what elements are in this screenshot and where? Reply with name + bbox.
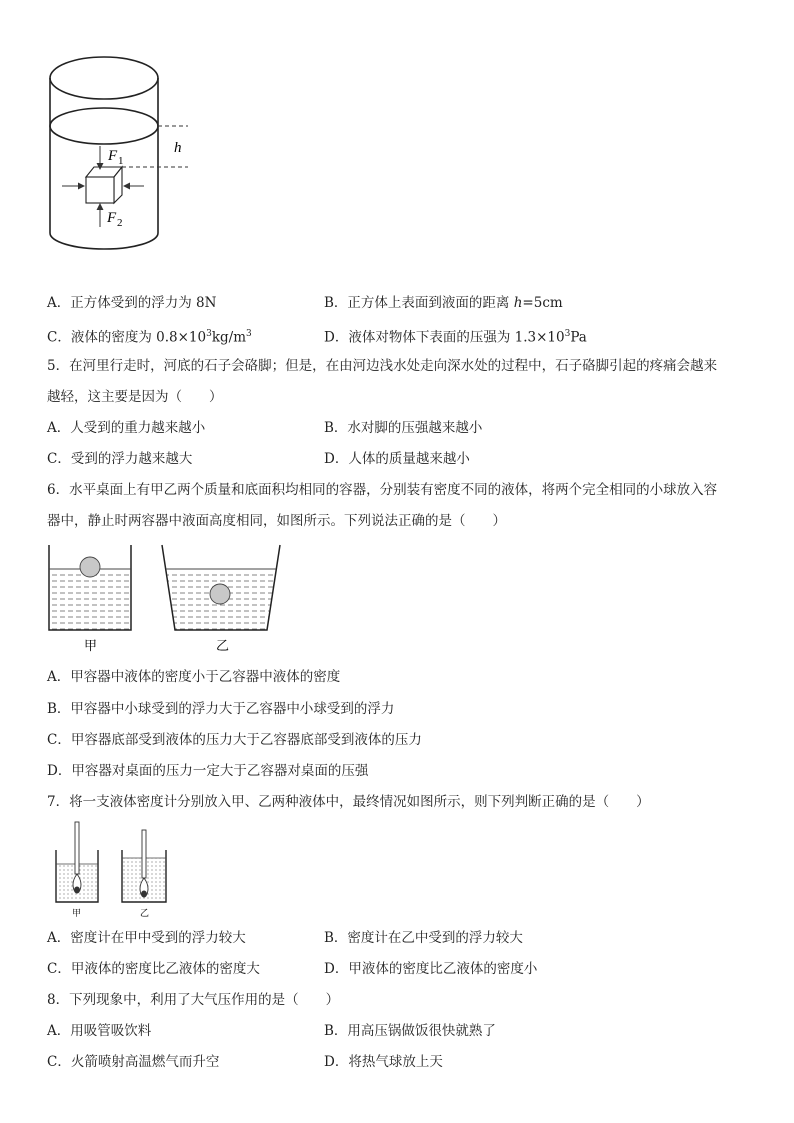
label-f2: F bbox=[107, 210, 117, 226]
q7-option-c[interactable]: C．甲液体的密度比乙液体的密度大 bbox=[47, 961, 260, 977]
label-f1-sub: 1 bbox=[118, 155, 124, 167]
q8-option-d[interactable]: D．将热气球放上天 bbox=[324, 1054, 443, 1070]
label-f2-sub: 2 bbox=[117, 217, 123, 229]
beaker-label-yi: 乙 bbox=[140, 908, 150, 918]
q7-option-a[interactable]: A．密度计在甲中受到的浮力较大 bbox=[47, 930, 246, 946]
q5-option-a[interactable]: A．人受到的重力越来越小 bbox=[47, 420, 206, 436]
q5-stem-line2: 越轻，这主要是因为（ ） bbox=[47, 389, 223, 405]
q6-stem-line2: 器中，静止时两容器中液面高度相同，如图所示。下列说法正确的是（ ） bbox=[47, 513, 506, 529]
label-h: h bbox=[174, 140, 182, 156]
label-f1: F bbox=[108, 148, 118, 164]
q6-option-a[interactable]: A．甲容器中液体的密度小于乙容器中液体的密度 bbox=[47, 669, 341, 685]
q4-option-b[interactable]: B．正方体上表面到液面的距离 h=5cm bbox=[324, 295, 563, 311]
beaker-label-jia: 甲 bbox=[72, 908, 82, 918]
q8-option-c[interactable]: C．火箭喷射高温燃气而升空 bbox=[47, 1054, 220, 1070]
container-label-jia: 甲 bbox=[84, 638, 98, 653]
q5-option-d[interactable]: D．人体的质量越来越小 bbox=[324, 451, 470, 467]
q4-option-d[interactable]: D．液体对物体下表面的压强为 $1.3\times 10^3Pa$ bbox=[324, 329, 587, 346]
container-label-yi: 乙 bbox=[216, 638, 230, 653]
q5-option-c[interactable]: C．受到的浮力越来越大 bbox=[47, 451, 193, 467]
q7-option-d[interactable]: D．甲液体的密度比乙液体的密度小 bbox=[324, 961, 538, 977]
q6-stem-line1: 6．水平桌面上有甲乙两个质量和底面积均相同的容器，分别装有密度不同的液体，将两个完全相同的小球放入容 bbox=[47, 482, 718, 498]
q5-option-b[interactable]: B．水对脚的压强越来越小 bbox=[324, 420, 483, 436]
hydrometer-figure bbox=[50, 820, 180, 920]
q6-option-d[interactable]: D．甲容器对桌面的压力一定大于乙容器对桌面的压强 bbox=[47, 763, 369, 779]
q6-option-c[interactable]: C．甲容器底部受到液体的压力大于乙容器底部受到液体的压力 bbox=[47, 732, 422, 748]
q6-option-b[interactable]: B．甲容器中小球受到的浮力大于乙容器中小球受到的浮力 bbox=[47, 701, 395, 717]
two-containers-figure bbox=[44, 542, 284, 657]
cylinder-cube-figure bbox=[40, 50, 210, 255]
q7-option-b[interactable]: B．密度计在乙中受到的浮力较大 bbox=[324, 930, 523, 946]
q4-option-a[interactable]: A．正方体受到的浮力为 8N bbox=[47, 295, 217, 311]
q5-stem-line1: 5．在河里行走时，河底的石子会硌脚；但是，在由河边浅水处走向深水处的过程中，石子硌脚引起的疼痛会越来 bbox=[47, 358, 718, 374]
q7-stem-line1: 7．将一支液体密度计分别放入甲、乙两种液体中，最终情况如图所示，则下列判断正确的是（ ） bbox=[47, 794, 650, 810]
q8-option-b[interactable]: B．用高压锅做饭很快就熟了 bbox=[324, 1023, 496, 1039]
q8-option-a[interactable]: A．用吸管吸饮料 bbox=[47, 1023, 152, 1039]
q4-option-c[interactable]: C．液体的密度为 $0.8\times 10^3kg/m^3$ bbox=[47, 329, 252, 346]
q8-stem-line1: 8．下列现象中，利用了大气压作用的是（ ） bbox=[47, 992, 340, 1008]
